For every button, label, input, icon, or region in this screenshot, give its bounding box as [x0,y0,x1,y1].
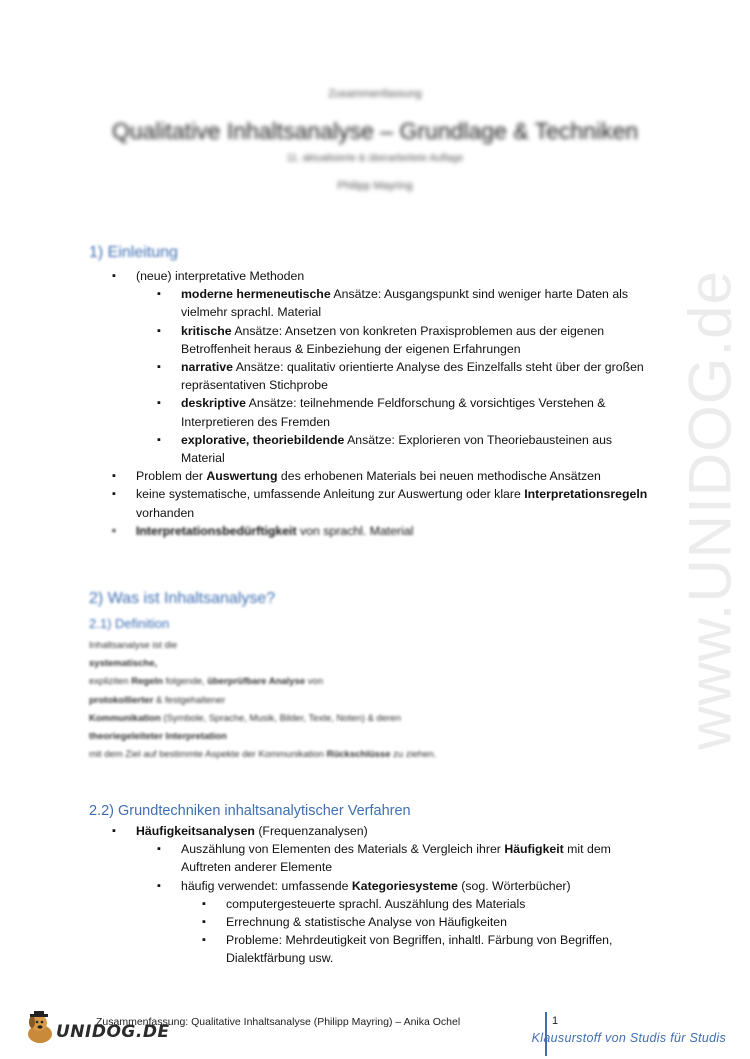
definition-text: Inhaltsanalyse ist die [89,640,178,651]
section-2-heading: 2) Was ist Inhaltsanalyse? [89,590,276,607]
definition-line [89,692,436,710]
logo-text: UNIDOG.DE [56,1022,170,1042]
item-text: Ansätze: qualitativ orientierte Analyse des Einzelfalls steht über der großen [232,360,644,375]
item-text: Dialektfärbung usw. [226,951,334,966]
header-kicker: Zusammenfassung [328,88,422,100]
item-text: (Frequenzanalysen) [254,824,368,838]
definition-bold: theoriegeleiteter Interpretation [89,731,227,743]
bullet: ▪ [157,433,161,446]
list-item [112,522,672,540]
definition-text: folgende, [162,676,208,688]
item-text: Interpretieren des Fremden [181,414,331,429]
item-text: repräsentativen Stichprobe [181,378,328,393]
item-text: vielmehr sprachl. Material [181,305,322,320]
definition-line [89,728,436,746]
definition-bold: überprüfbare Analyse [207,676,306,688]
bullet: ▪ [157,843,161,856]
item-bold: Häufigkeitsanalysen [136,824,255,838]
bullet: ▪ [112,470,116,483]
item-text: Betroffenheit heraus & Einbeziehung der eigenen Erfahrungen [181,341,521,356]
list-item [157,394,672,430]
definition-line [89,637,436,655]
item-text: Material [181,451,225,466]
document-author: Philipp Mayring [337,180,413,192]
definition-text: mit dem Ziel auf bestimmte Aspekte der Kommunikation [89,749,327,761]
definition-line [89,746,436,764]
list-item [112,467,672,485]
list-item [157,285,672,321]
definition-text: von [305,676,324,688]
footer-slogan: Klausurstoff von Studis für Studis [531,1031,726,1045]
item-text: (neue) interpretative Methoden [136,269,305,283]
bullet: ▪ [112,825,116,837]
item-text: computergesteuerte sprachl. Auszählung des Materials [226,896,526,911]
bullet: ▪ [157,397,161,410]
definition-text: expliziten [89,676,132,688]
section-1-list [112,267,672,540]
bullet: ▪ [202,916,206,929]
section-2-2-list [112,822,672,968]
section-1-heading: 1) Einleitung [89,244,178,261]
item-text: Ansätze: Explorieren von Theoriebausteinen aus [344,432,613,447]
bullet: ▪ [157,324,161,337]
definition-text: (Symbole, Sprache, Musik, Bilder, Texte, Noten) & deren [160,712,401,724]
item-text: von sprachl. Material [296,523,414,538]
item-text: Errechnung & statistische Analyse von Häufigkeiten [226,915,507,930]
item-bold: Auswertung [206,469,278,484]
item-bold: narrative [181,360,233,375]
list-item [202,895,672,913]
item-bold: Interpretationsbedürftigkeit [136,523,297,538]
list-item [157,877,672,895]
item-text: häufig verwendet: umfassende [181,878,352,893]
list-item [157,322,672,358]
bullet: ▪ [112,488,116,501]
list-item [112,485,672,521]
document-title: Qualitative Inhaltsanalyse – Grundlage & Techniken [111,118,639,144]
item-bold: moderne hermeneutische [181,287,331,302]
definition-bold: Regeln [131,676,163,688]
list-item [157,840,672,876]
bullet: ▪ [157,288,161,301]
bullet: ▪ [157,879,161,892]
unidog-logo [22,1008,170,1048]
item-text: Ansätze: Ausgangspunkt sind weniger harte Daten als [330,287,629,302]
bullet: ▪ [202,934,206,947]
definition-text: zu ziehen. [390,749,437,761]
list-item [202,931,672,967]
item-text: des erhobenen Materials bei neuen methodische Ansätzen [277,469,601,484]
item-text: keine systematische, umfassende Anleitung zur Auswertung oder klare [136,487,525,502]
item-bold: kritische [181,323,232,338]
definition-bold: Kommunikation [89,712,161,724]
item-bold: Häufigkeit [504,842,564,857]
item-text: (sog. Wörterbücher) [457,878,571,893]
definition-bold: Rückschlüsse [326,749,391,761]
page-number: 1 [552,1015,559,1027]
list-item [112,822,672,840]
item-bold: Kategoriesysteme [351,878,458,893]
item-bold: Interpretationsregeln [524,487,648,502]
bullet: ▪ [202,897,206,910]
item-text: Ansätze: Ansetzen von konkreten Praxisproblemen aus der eigenen [231,323,605,338]
item-text: vorhanden [136,505,195,520]
definition-block [89,637,436,764]
list-item [202,913,672,931]
item-bold: explorative, theoriebildende [181,432,345,447]
list-item [157,358,672,394]
watermark-text: www.UNIDOG.de [676,270,744,750]
item-text: mit dem [563,842,611,857]
bullet: ▪ [112,270,116,282]
item-text: Problem der [136,469,207,484]
document-header [0,88,750,192]
list-item [157,431,672,467]
footer-text: Zusammenfassung: Qualitative Inhaltsanalyse (Philipp Mayring) – Anika Ochel [96,1016,461,1028]
dog-mascot-icon [22,1010,58,1046]
definition-text: & festgehaltener [153,694,226,706]
definition-line [89,710,436,728]
bullet: ▪ [157,361,161,374]
item-text: Probleme: Mehrdeutigkeit von Begriffen, inhaltl. Färbung von Begriffen, [226,933,613,948]
definition-line [89,655,436,673]
list-item [112,267,672,285]
definition-bold: protokollierter [89,694,154,706]
document-subtitle: 11. aktualisierte & überarbeitete Auflage [286,153,464,164]
subsection-2-1-heading: 2.1) Definition [89,616,170,631]
definition-bold: systematische, [89,658,158,670]
item-text: Auszählung von Elementen des Materials & Vergleich ihrer [181,842,505,857]
item-bold: deskriptive [181,396,246,411]
item-text: Auftreten anderer Elemente [181,860,333,875]
bullet: ▪ [112,524,116,537]
item-text: Ansätze: teilnehmende Feldforschung & vorsichtiges Verstehen & [245,396,606,411]
definition-line [89,673,436,691]
subsection-2-2-heading: 2.2) Grundtechniken inhaltsanalytischer Verfahren [89,803,411,819]
